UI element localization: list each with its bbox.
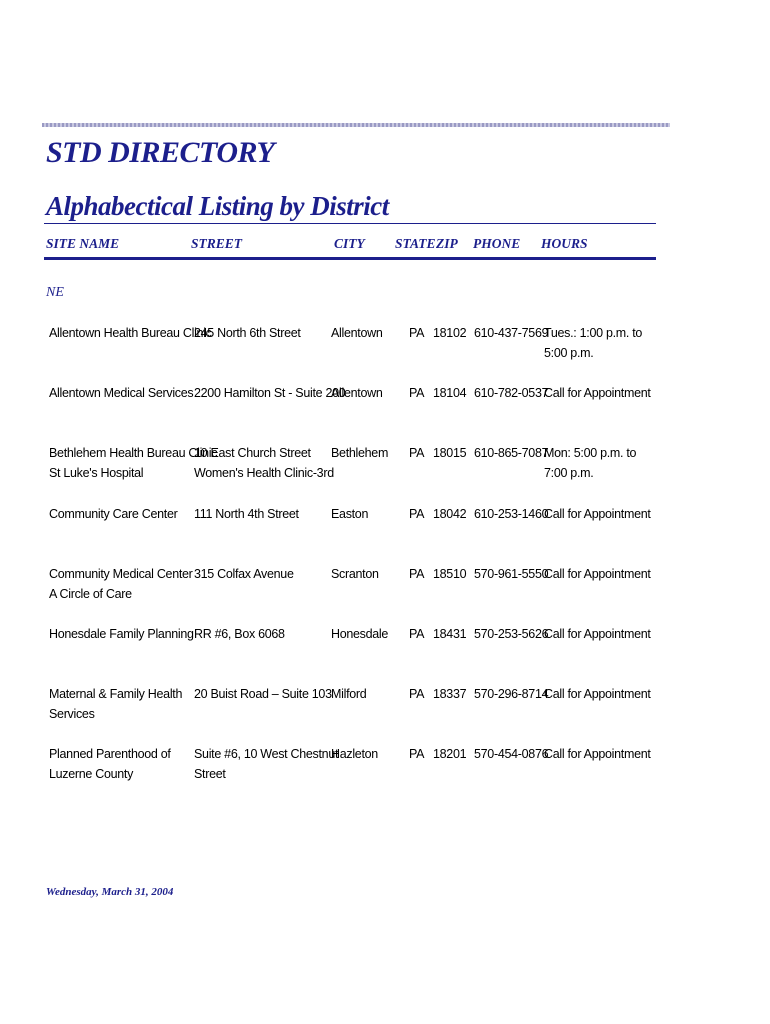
city-cell: Hazleton [331, 747, 378, 761]
hours-cell: Tues.: 1:00 p.m. to 5:00 p.m. [544, 326, 643, 360]
zip-cell: 18201 [433, 747, 467, 761]
page-title: STD DIRECTORY [46, 136, 275, 169]
site-name-cell: Honesdale Family Planning [49, 627, 194, 641]
site-name-cell: Allentown Medical Services [49, 386, 194, 400]
column-header-phone: PHONE [473, 236, 521, 251]
phone-cell: 570-296-8714 [474, 687, 549, 701]
header-rule-bottom [44, 257, 656, 260]
column-header-state: STATE [395, 236, 436, 251]
city-cell: Honesdale [331, 627, 389, 641]
state-cell: PA [409, 446, 425, 460]
street-cell: 245 North 6th Street [194, 326, 301, 340]
state-cell: PA [409, 567, 425, 581]
hours-cell: Call for Appointment [544, 386, 651, 400]
phone-cell: 610-782-0537 [474, 386, 549, 400]
site-name-cell: Planned Parenthood of Luzerne County [49, 747, 171, 781]
phone-cell: 570-253-5626 [474, 627, 549, 641]
city-cell: Easton [331, 507, 369, 521]
table-row [0, 624, 770, 666]
table-row [0, 684, 770, 726]
state-cell: PA [409, 627, 425, 641]
phone-cell: 610-865-7087 [474, 446, 549, 460]
zip-cell: 18102 [433, 326, 467, 340]
hours-cell: Call for Appointment [544, 567, 651, 581]
state-cell: PA [409, 747, 425, 761]
hours-cell: Call for Appointment [544, 507, 651, 521]
street-cell: Suite #6, 10 West Chestnut Street [194, 747, 339, 781]
city-cell: Bethlehem [331, 446, 389, 460]
street-cell: 315 Colfax Avenue [194, 567, 294, 581]
state-cell: PA [409, 507, 425, 521]
site-name-cell: Community Care Center [49, 507, 178, 521]
street-cell: 2200 Hamilton St - Suite 200 [194, 386, 346, 400]
table-row [0, 564, 770, 606]
footer-date: Wednesday, March 31, 2004 [46, 886, 174, 898]
table-row [0, 443, 770, 485]
hours-cell: Call for Appointment [544, 687, 651, 701]
phone-cell: 570-454-0876 [474, 747, 549, 761]
column-header-site-name: SITE NAME [46, 236, 120, 251]
top-dotted-rule [42, 123, 670, 127]
street-cell: 111 North 4th Street [194, 507, 299, 521]
street-cell: RR #6, Box 6068 [194, 627, 285, 641]
column-header-zip: ZIP [436, 236, 458, 251]
page-subtitle: Alphabectical Listing by District [46, 191, 389, 221]
zip-cell: 18015 [433, 446, 467, 460]
table-row [0, 744, 770, 786]
district-label: NE [46, 285, 64, 300]
street-cell: 20 Buist Road – Suite 103 [194, 687, 332, 701]
site-name-cell: Community Medical Center A Circle of Care [49, 567, 193, 601]
site-name-cell: Maternal & Family Health Services [49, 687, 183, 721]
hours-cell: Mon: 5:00 p.m. to 7:00 p.m. [544, 446, 637, 480]
street-cell: 10 East Church Street Women's Health Clinic-3rd [194, 446, 334, 480]
phone-cell: 570-961-5550 [474, 567, 549, 581]
zip-cell: 18337 [433, 687, 467, 701]
zip-cell: 18431 [433, 627, 467, 641]
table-row [0, 504, 770, 546]
zip-cell: 18104 [433, 386, 467, 400]
phone-cell: 610-437-7569 [474, 326, 549, 340]
state-cell: PA [409, 687, 425, 701]
phone-cell: 610-253-1460 [474, 507, 549, 521]
hours-cell: Call for Appointment [544, 747, 651, 761]
site-name-cell: Allentown Health Bureau Clinic [49, 326, 212, 340]
city-cell: Allentown [331, 326, 383, 340]
city-cell: Scranton [331, 567, 379, 581]
column-header-hours: HOURS [541, 236, 588, 251]
zip-cell: 18042 [433, 507, 467, 521]
city-cell: Milford [331, 687, 367, 701]
header-rule-top [44, 223, 656, 224]
site-name-cell: Bethlehem Health Bureau Clinic St Luke's Hospital [49, 446, 218, 480]
hours-cell: Call for Appointment [544, 627, 651, 641]
column-header-street: STREET [191, 236, 243, 251]
city-cell: Allentown [331, 386, 383, 400]
zip-cell: 18510 [433, 567, 467, 581]
table-row [0, 323, 770, 365]
table-row [0, 383, 770, 425]
column-header-city: CITY [334, 236, 365, 251]
state-cell: PA [409, 386, 425, 400]
state-cell: PA [409, 326, 425, 340]
